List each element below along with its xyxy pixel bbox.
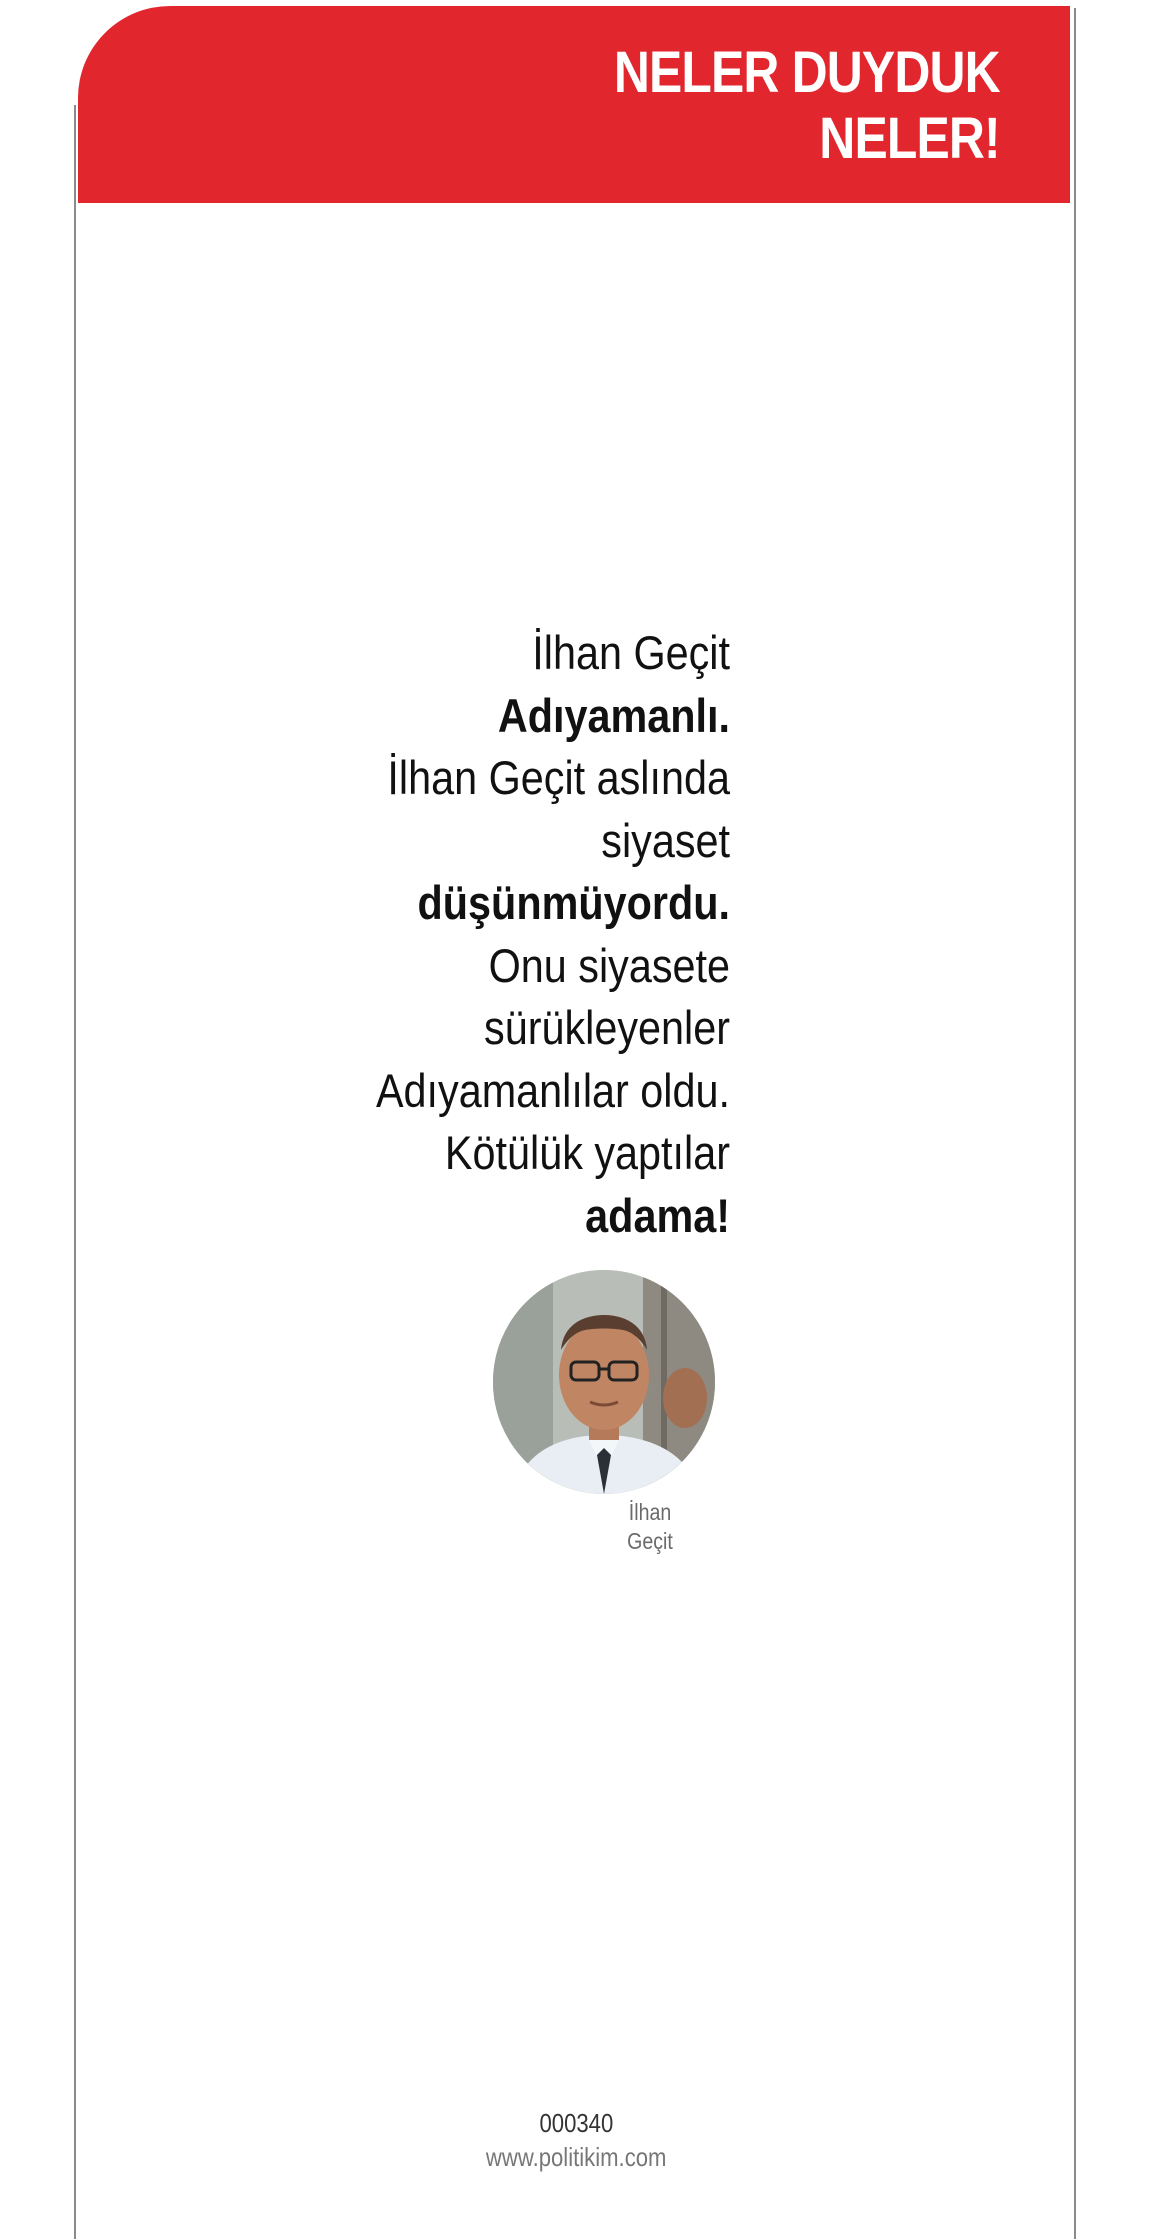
portrait-photo — [493, 1270, 715, 1494]
page-title — [614, 40, 1000, 172]
portrait-illustration — [493, 1270, 715, 1494]
quote-line: Adıyamanlılar oldu. — [375, 1063, 730, 1117]
quote-line: Kötülük yaptılar — [444, 1126, 730, 1179]
frame-border-left — [74, 105, 76, 2239]
quote-line: sürükleyenler — [484, 1001, 730, 1054]
website-url-text: www.politikim.com — [485, 2142, 667, 2172]
title-line-2: NELER! — [819, 106, 1000, 171]
document-id-text: 000340 — [539, 2108, 613, 2138]
document-id — [476, 2108, 676, 2139]
header-banner — [78, 6, 1070, 203]
caption-line-2: Geçit — [627, 1528, 673, 1554]
website-url — [426, 2142, 726, 2173]
quote-line: Adıyamanlı. — [497, 688, 730, 742]
quote-line: siyaset — [601, 813, 730, 867]
quote-line: İlhan Geçit — [532, 626, 730, 679]
quote-line: adama! — [585, 1188, 730, 1242]
quote-line: düşünmüyordu. — [417, 876, 730, 929]
title-line-1: NELER DUYDUK — [614, 40, 1000, 105]
portrait-caption — [600, 1498, 700, 1556]
quote-text — [250, 622, 730, 1247]
quote-line: İlhan Geçit aslında — [387, 751, 730, 804]
frame-border-right — [1074, 8, 1076, 2239]
caption-line-1: İlhan — [628, 1499, 672, 1525]
quote-line: Onu siyasete — [488, 938, 730, 992]
